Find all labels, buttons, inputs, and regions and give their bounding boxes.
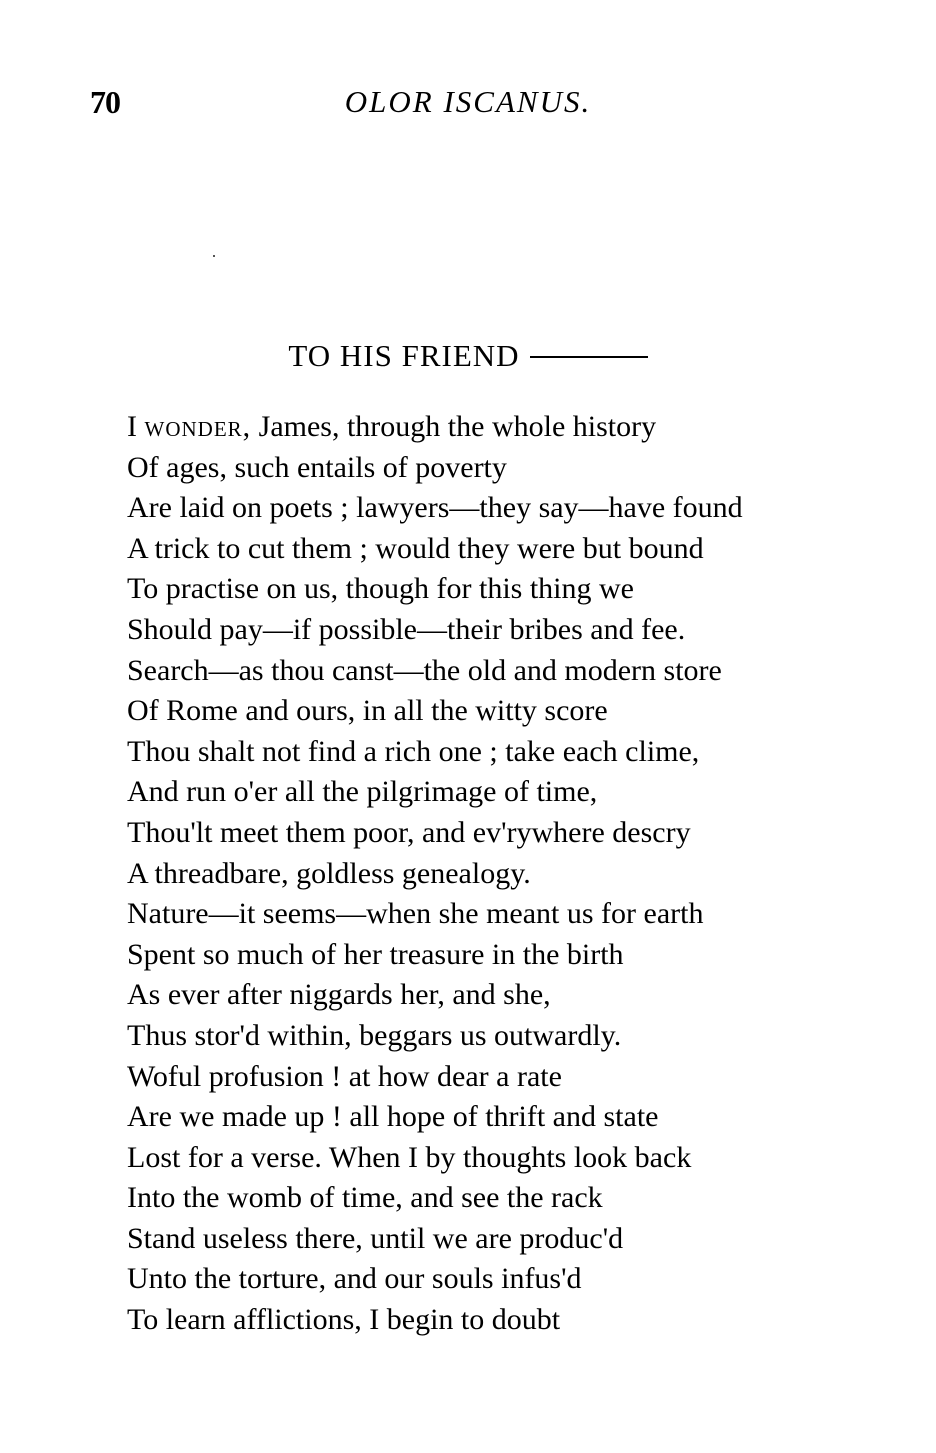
page-number: 70 [90, 84, 120, 120]
poem-line: To practise on us, though for this thing we [127, 572, 634, 606]
poem-line: Of Rome and ours, in all the witty score [127, 694, 608, 728]
poem-line: Spent so much of her treasure in the birth [127, 937, 624, 971]
poem-line: Into the womb of time, and see the rack [127, 1181, 603, 1215]
poem-line: Woful profusion ! at how dear a rate [127, 1059, 562, 1093]
poem-title-text: TO HIS FRIEND [288, 338, 520, 373]
poem-line: Lost for a verse. When I by thoughts look back [127, 1140, 692, 1174]
running-title: OLOR ISCANUS. [344, 84, 592, 119]
poem-line: Unto the torture, and our souls infus'd [127, 1262, 582, 1296]
poem-line: Should pay—if possible—their bribes and fee. [127, 612, 686, 646]
poem-line: A trick to cut them ; would they were but bound [127, 531, 704, 565]
poem-line: Thus stor'd within, beggars us outwardly. [127, 1018, 622, 1052]
poem-line: A threadbare, goldless genealogy. [127, 856, 531, 890]
poem-line: Search—as thou canst—the old and modern store [127, 653, 722, 687]
poem-line: Thou shalt not find a rich one ; take each clime, [127, 734, 700, 768]
poem-body [127, 407, 887, 1341]
poem-line: Are we made up ! all hope of thrift and state [127, 1100, 659, 1134]
poem-line: To learn afflictions, I begin to doubt [127, 1303, 561, 1337]
first-line-smallcaps: wonder, [144, 410, 252, 443]
ink-speck [213, 255, 215, 257]
title-dash-rule [530, 356, 648, 358]
first-line-lead: I [127, 410, 137, 443]
poem-line: And run o'er all the pilgrimage of time, [127, 775, 598, 809]
poem-line: Are laid on poets ; lawyers—they say—have found [127, 491, 743, 525]
first-line-rest: James, through the whole history [258, 410, 657, 443]
poem-line: Nature—it seems—when she meant us for earth [127, 897, 704, 931]
poem-line: Of ages, such entails of poverty [127, 450, 507, 484]
poem-line: Thou'lt meet them poor, and ev'rywhere descry [127, 815, 691, 849]
poem-line-first [127, 407, 887, 448]
poem-line: Stand useless there, until we are produc'd [127, 1221, 624, 1255]
poem-line: As ever after niggards her, and she, [127, 978, 551, 1012]
poem-title [0, 336, 936, 376]
